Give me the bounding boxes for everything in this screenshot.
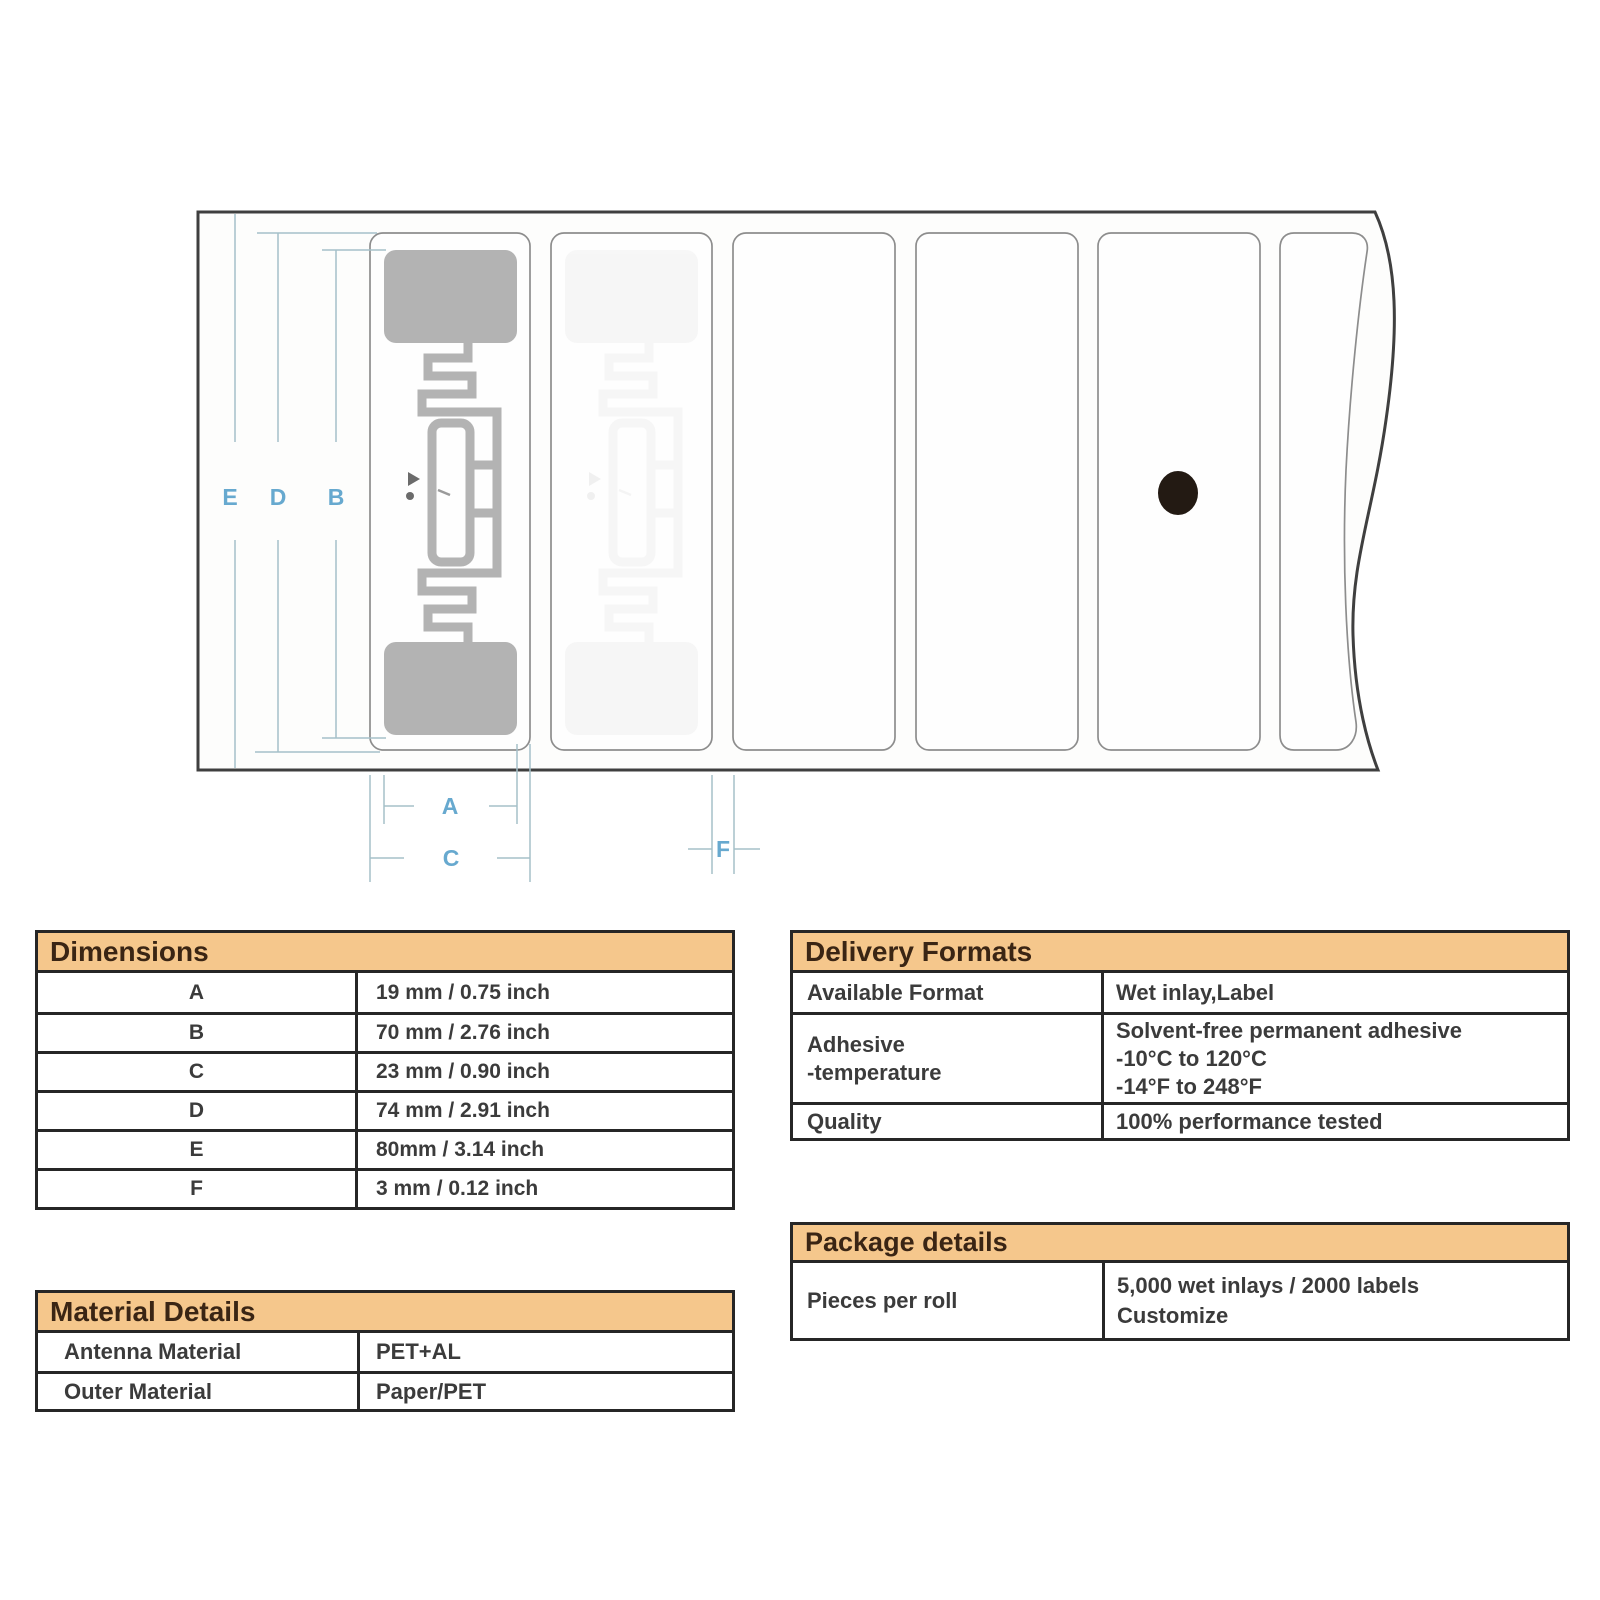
package-value-line: 5,000 wet inlays / 2000 labels xyxy=(1117,1272,1420,1298)
delivery-key-line: Available Format xyxy=(807,979,984,1005)
material-details-table xyxy=(35,1290,735,1412)
dim-value: 3 mm / 0.12 inch xyxy=(376,1177,539,1200)
delivery-formats-table xyxy=(790,930,1570,1141)
table-row xyxy=(793,973,1567,1012)
delivery-value xyxy=(1104,1015,1567,1102)
package-value-line: Customize xyxy=(1117,1302,1229,1328)
table-row xyxy=(38,1333,732,1371)
dim-key: F xyxy=(38,1171,358,1207)
material-value: PET+AL xyxy=(376,1339,461,1364)
delivery-value xyxy=(1104,973,1567,1012)
label-outline xyxy=(916,233,1078,750)
delivery-value-line: -10°C to 120°C xyxy=(1116,1045,1267,1071)
delivery-formats-title: Delivery Formats xyxy=(793,933,1567,973)
dim-key: C xyxy=(38,1054,358,1090)
delivery-key xyxy=(793,973,1104,1012)
inlay-bottom-pad xyxy=(384,642,517,735)
table-row xyxy=(38,1051,732,1090)
dim-letter-F: F xyxy=(715,836,731,862)
package-key-line: Pieces per roll xyxy=(807,1287,958,1313)
chip-mark-dot xyxy=(406,492,414,500)
material-key: Antenna Material xyxy=(38,1333,360,1371)
table-row xyxy=(38,1371,732,1409)
table-row xyxy=(38,1090,732,1129)
dim-value: 80mm / 3.14 inch xyxy=(376,1138,545,1161)
delivery-value xyxy=(1104,1105,1567,1138)
delivery-value-line: Wet inlay,Label xyxy=(1116,979,1275,1005)
dim-letter-C: C xyxy=(442,845,460,871)
delivery-key-line: -temperature xyxy=(807,1059,942,1085)
table-row xyxy=(38,1168,732,1207)
delivery-value-line: Solvent-free permanent adhesive xyxy=(1116,1017,1463,1043)
table-row xyxy=(38,1129,732,1168)
delivery-key-line: Quality xyxy=(807,1108,882,1134)
delivery-value-line: -14°F to 248°F xyxy=(1116,1073,1262,1099)
table-row xyxy=(38,1012,732,1051)
table-row xyxy=(793,1263,1567,1338)
package-value xyxy=(1105,1263,1567,1338)
package-details-title: Package details xyxy=(793,1225,1567,1263)
package-details-table xyxy=(790,1222,1570,1341)
delivery-key xyxy=(793,1015,1104,1102)
package-key xyxy=(793,1263,1105,1338)
dim-key: D xyxy=(38,1093,358,1129)
dim-value: 23 mm / 0.90 inch xyxy=(376,1060,550,1083)
dim-letter-B: B xyxy=(327,484,345,510)
table-row xyxy=(793,1102,1567,1138)
label-outlines xyxy=(370,233,1367,750)
table-row xyxy=(793,1012,1567,1102)
dim-value: 70 mm / 2.76 inch xyxy=(376,1021,550,1044)
material-value: Paper/PET xyxy=(376,1378,487,1404)
dim-key: B xyxy=(38,1015,358,1051)
dimensions-table-title: Dimensions xyxy=(38,933,732,973)
material-details-title: Material Details xyxy=(38,1293,732,1333)
dim-key: E xyxy=(38,1132,358,1168)
material-key: Outer Material xyxy=(38,1374,360,1409)
dim-letter-E: E xyxy=(222,484,238,510)
dim-value: 19 mm / 0.75 inch xyxy=(376,980,550,1004)
delivery-key-line: Adhesive xyxy=(807,1031,905,1057)
dim-letter-A: A xyxy=(441,793,459,819)
delivery-key xyxy=(793,1105,1104,1138)
label-outline xyxy=(733,233,895,750)
sensor-mark-dot xyxy=(1158,471,1198,515)
dim-key: A xyxy=(38,973,358,1012)
table-row xyxy=(38,973,732,1012)
delivery-value-line: 100% performance tested xyxy=(1116,1108,1383,1134)
dim-value: 74 mm / 2.91 inch xyxy=(376,1099,550,1122)
inlay-top-pad xyxy=(384,250,517,343)
dim-letter-D: D xyxy=(269,484,287,510)
dimensions-table xyxy=(35,930,735,1210)
